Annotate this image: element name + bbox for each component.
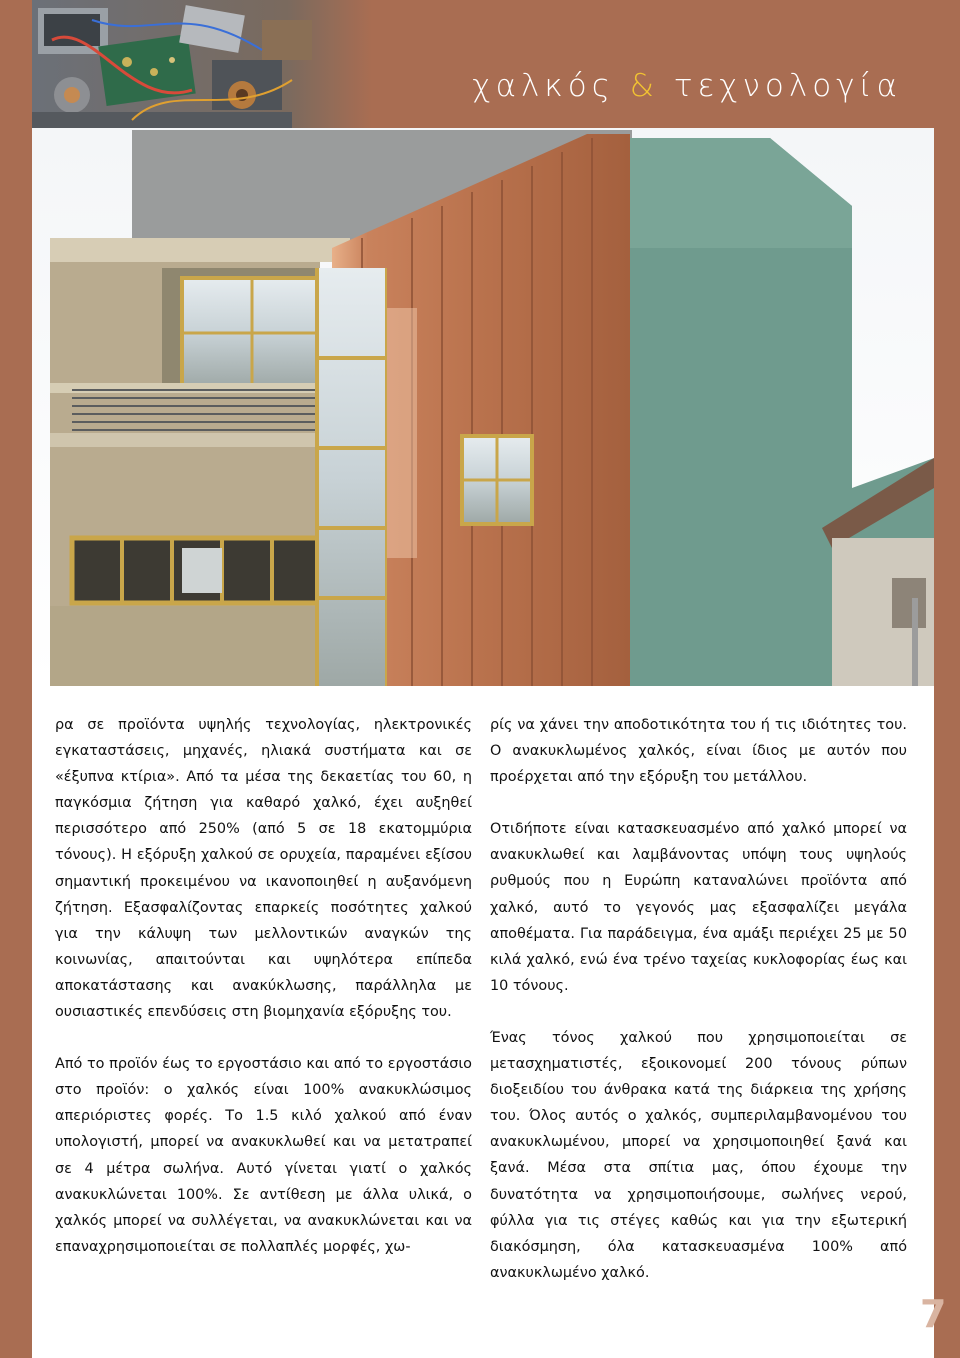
paragraph: ρίς να χάνει την αποδοτικότητα του ή τις ιδιότητες του. Ο ανακυκλωμένος χαλκός, είναι ίδιος με αυτόν που προέρχεται από την εξόρυξη του μετάλλου. <box>490 717 907 786</box>
page-number: 7 <box>920 1292 947 1336</box>
header-strip <box>32 0 934 128</box>
section-title <box>472 68 902 104</box>
electronic-scrap-thumbnail <box>32 0 372 128</box>
title-word-technology: τεχνολογία <box>673 68 902 104</box>
title-word-copper: χαλκός <box>472 68 615 104</box>
paragraph: Οτιδήποτε είναι κατασκευασμένο από χαλκό μπορεί να ανακυκλωθεί και λαμβάνοντας υπόψη τους υψηλούς ρυθμούς που η Ευρώπη καταναλώνει προϊόντα από χαλκό, αυτό το γεγονός μας εξασφαλίζει μεγάλα αποθέματα. Για παράδειγμα, ένα αμάξι περιέχει 25 με 50 κιλά χαλκό, ενώ ένα τρένο ταχείας κυκλοφορίας έως και 10 τόνους. <box>490 821 907 994</box>
text-column-right <box>490 712 907 1286</box>
paragraph: Από το προϊόν έως το εργοστάσιο και από το εργοστάσιο στο προϊόν: ο χαλκός είναι 100% ανακυκλώσιμος απεριόριστες φορές. Το 1.5 κιλό χαλκού από έναν υπολογιστή, μπορεί να ανακυκλωθεί και να μετατραπεί σε 4 μέτρα σωλήνα. Αυτό γίνεται γιατί ο χαλκός ανακυκλώνεται 100%. Σε αντίθεση με άλλα υλικά, ο χαλκός μπορεί να συλλέγεται, να ανακυκλώνεται και να επαναχρησιμοποιείται σε πολλαπλές μορφές, χω- <box>55 1056 472 1255</box>
magazine-page <box>32 0 934 1358</box>
paragraph: ρα σε προϊόντα υψηλής τεχνολογίας, ηλεκτρονικές εγκαταστάσεις, μηχανές, ηλιακά συστήματα και σε «έξυπνα κτίρια». Από τα μέσα της δεκαετίας του 60, η παγκόσμια ζήτηση για καθαρό χαλκό, έχει αυξηθεί περισσότερο από 250% (από 5 σε 18 εκατομμύρια τόνους). Η εξόρυξη χαλκού σε ορυχεία, παραμένει εξίσου σημαντική προκειμένου να ικανοποιηθεί η αυξανόμενη ζήτηση. Εξασφαλίζοντας επαρκείς ποσότητες χαλκού για την κάλυψη των μελλοντικών αναγκών της κοινωνίας, απαιτούνται και υψηλότερα επίπεδα αποκατάστασης και ανακύκλωσης, παράλληλα με ουσιαστικές επενδύσεις στη βιομηχανία εξόρυξης του. <box>55 717 472 1021</box>
copper-clad-building-photo <box>32 128 934 686</box>
text-column-left <box>55 712 472 1260</box>
title-ampersand: & <box>629 68 659 104</box>
paragraph: Ένας τόνος χαλκού που χρησιμοποιείται σε μετασχηματιστές, εξοικονομεί 200 τόνους ρύπων διοξειδίου του άνθρακα κατά της διάρκεια της χρήσης του. Όλος αυτός ο χαλκός, συμπεριλαμβανομένου του ανακυκλωμένου, μπορεί να χρησιμοποιηθεί ξανά και ξανά. Μέσα στα σπίτια μας, όπου έχουμε την δυνατότητα να χρησιμοποιήσουμε, σωλήνες νερού, φύλλα για τις στέγες καθώς και για την εξωτερική διακόσμηση, όλα κατασκευασμένα 100% από ανακυκλωμένο χαλκό. <box>490 1029 907 1281</box>
